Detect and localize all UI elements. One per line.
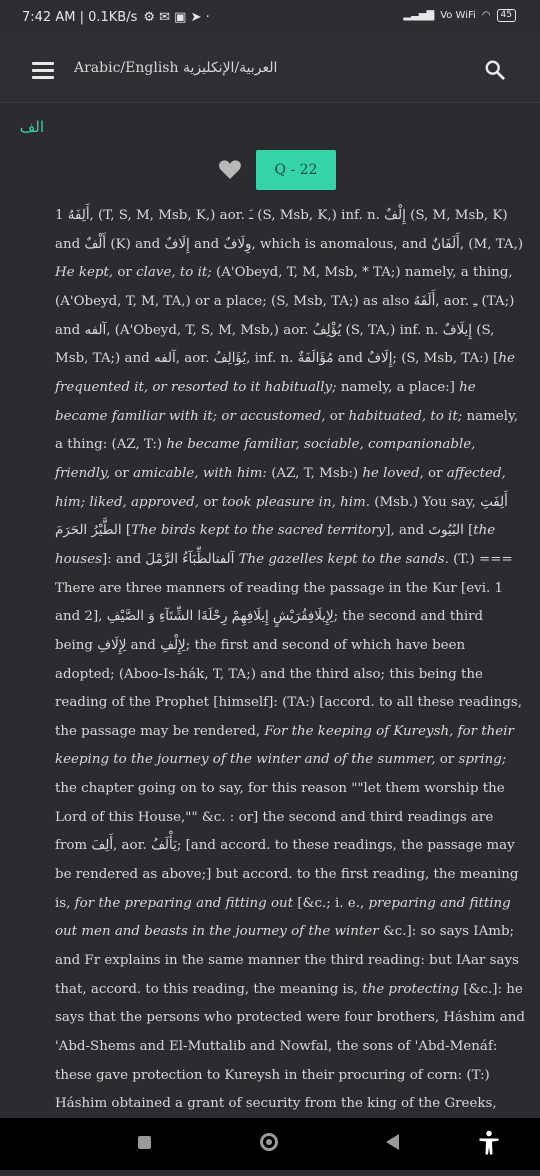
entry-segment: or bbox=[428, 465, 447, 481]
entry-segment: [&c.; i. e., bbox=[293, 895, 369, 911]
dictionary-entry bbox=[55, 202, 525, 1120]
accessibility-icon[interactable] bbox=[478, 1130, 500, 1156]
entry-segment: or bbox=[117, 265, 137, 281]
app-bar bbox=[0, 38, 540, 103]
entry-segment: ]: and آلفتالظِّبَآءُ الرَّمْلَ bbox=[101, 551, 239, 567]
entry-segment: he frequented it, or resorted to it habitually; bbox=[55, 351, 515, 395]
entry-segment: the protecting bbox=[362, 981, 460, 997]
back-triangle-icon[interactable] bbox=[386, 1134, 399, 1150]
entry-segment: namely, a place:] bbox=[336, 379, 460, 395]
entry-segment: he became familiar with it; or accustomed, bbox=[55, 379, 476, 424]
entry-segment: (Msb.) You say, أَلِفَتِ الطَّيْرُ الحَرَمَ [ bbox=[55, 494, 508, 539]
entry-segment: or bbox=[203, 494, 222, 510]
status-right bbox=[403, 9, 516, 22]
entry-segment: or bbox=[329, 408, 349, 424]
notification-icons: ⚙ ✉ ▣ ➤ · bbox=[143, 10, 210, 25]
entry-segment: ], and البُيُوتَ [ bbox=[385, 523, 474, 539]
entry-segment: The gazelles kept to the sands. bbox=[238, 551, 449, 567]
search-icon[interactable] bbox=[484, 59, 506, 81]
home-circle-icon[interactable] bbox=[260, 1133, 278, 1151]
entry-segment: took pleasure in, him. bbox=[221, 494, 370, 510]
system-nav-bar bbox=[0, 1118, 540, 1170]
status-left bbox=[22, 10, 210, 25]
status-time: 7:42 AM | 0.1KB/s bbox=[22, 10, 138, 25]
entry-segment: for the preparing and fitting out bbox=[74, 895, 294, 911]
heart-icon[interactable] bbox=[218, 158, 242, 180]
hamburger-menu-icon[interactable] bbox=[32, 62, 54, 78]
entry-segment: The birds kept to the sacred territory bbox=[131, 523, 386, 539]
entry-segment: (AZ, T, Msb:) bbox=[266, 465, 363, 481]
entry-segment: &c.]: so says IAmb; and Fr explains in the same manner the third reading: but IAar says that, accord. to this reading, the meaning is, bbox=[55, 924, 519, 997]
status-bar bbox=[0, 0, 540, 38]
entry-segment: (A'Obeyd, T, M, Msb, * TA;) namely, a thing, (A'Obeyd, T, M, TA,) or a place; (S, Msb, TA;) as also أَلَفَهُ, aor. ـِ (TA;) and آلفه, (A'Obeyd, T, S, M, Msb,) aor. يُؤْلِفُ (S, TA,) inf. n. إِيلَافٌ (S, Msb, TA;) and آلفه, aor. يُؤَالِفُ, inf. n. مُؤَالَفَةٌ and إِلَافٌ; (S, Msb, TA:) [ bbox=[55, 265, 515, 367]
question-badge[interactable]: Q - 22 bbox=[256, 150, 336, 190]
entry-segment: namely, a thing: (AZ, T:) bbox=[55, 408, 519, 453]
wifi-icon: ◠ bbox=[481, 10, 491, 21]
entry-segment: the chapter going on to say, for this reason ""let them worship the Lord of this House,"" &c. : or] the second and third readings are from أَلِفَ, aor. يَأْلَفُ; [and accord. to these readings, the passage may be rendered as above;] but accord. to the first reading, the meaning is, bbox=[55, 781, 519, 911]
section-label[interactable]: الف bbox=[19, 118, 44, 136]
recents-square-icon[interactable] bbox=[138, 1136, 151, 1149]
entry-segment: clave, to it; bbox=[136, 265, 212, 281]
app-title: Arabic/English العربية/الإنكليزية bbox=[74, 60, 278, 76]
battery-icon: 45 bbox=[497, 9, 516, 22]
entry-segment: For the keeping of Kureysh, for their keeping to the journey of the winter and of the summer, bbox=[55, 723, 514, 768]
entry-segment: he became familiar, sociable, companionable, friendly, bbox=[55, 437, 476, 481]
entry-segment: [&c.]: he says that the persons who protected were four brothers, Háshim and 'Abd-Shems and El-Muttalib and Nowfal, the sons of 'Abd-Menáf: these gave protection to Kureysh in their procuring of corn: (T:) Háshim obtained a grant of security from the king of the Greeks, bbox=[55, 981, 525, 1112]
entry-segment: amicable, with him: bbox=[133, 465, 267, 481]
entry-segment: spring; bbox=[458, 752, 507, 768]
entry-segment: He kept, bbox=[55, 265, 118, 281]
entry-segment: or bbox=[439, 752, 459, 768]
entry-segment: the houses bbox=[55, 523, 496, 567]
entry-segment: affected, him; liked, approved, bbox=[55, 465, 506, 510]
entry-segment: (T.) === There are three manners of reading the passage in the Kur [evi. 1 and 2], لِإِيلَافِقُرَيْشٍ إِيلَافِهِمْ رِحْلَةَا الشِّتَآءِ وَ الصَّيْفِ; the second and third being لِإِلَافِ and لِإِلْفِ; the first and second of which have been adopted; (Aboo-Is-hák, T, TA;) and the third also; this being the reading of the Prophet [himself]: (TA:) [accord. to all these readings, the passage may be rendered, bbox=[55, 551, 522, 739]
entry-segment: 1 أَلِفَهُ, (T, S, M, Msb, K,) aor. ـَ (S, Msb, K,) inf. n. إِلْفٌ (S, M, Msb, K) and أَلْفٌ (K) and إِلَافٌ and وِلَافٌ, which is anomalous, and أَلَفَانٌ, (M, TA,) bbox=[55, 208, 524, 252]
wifi-label: Vo WiFi bbox=[440, 10, 476, 21]
signal-icon: ▂▃▅▇ bbox=[403, 10, 435, 21]
entry-segment: preparing and fitting out men and beasts in the journey of the winter bbox=[55, 895, 511, 940]
entry-text bbox=[55, 202, 525, 1176]
entry-segment: he loved, bbox=[362, 465, 429, 481]
entry-segment: habituated, to it; bbox=[348, 408, 463, 424]
entry-segment: or bbox=[114, 465, 134, 481]
